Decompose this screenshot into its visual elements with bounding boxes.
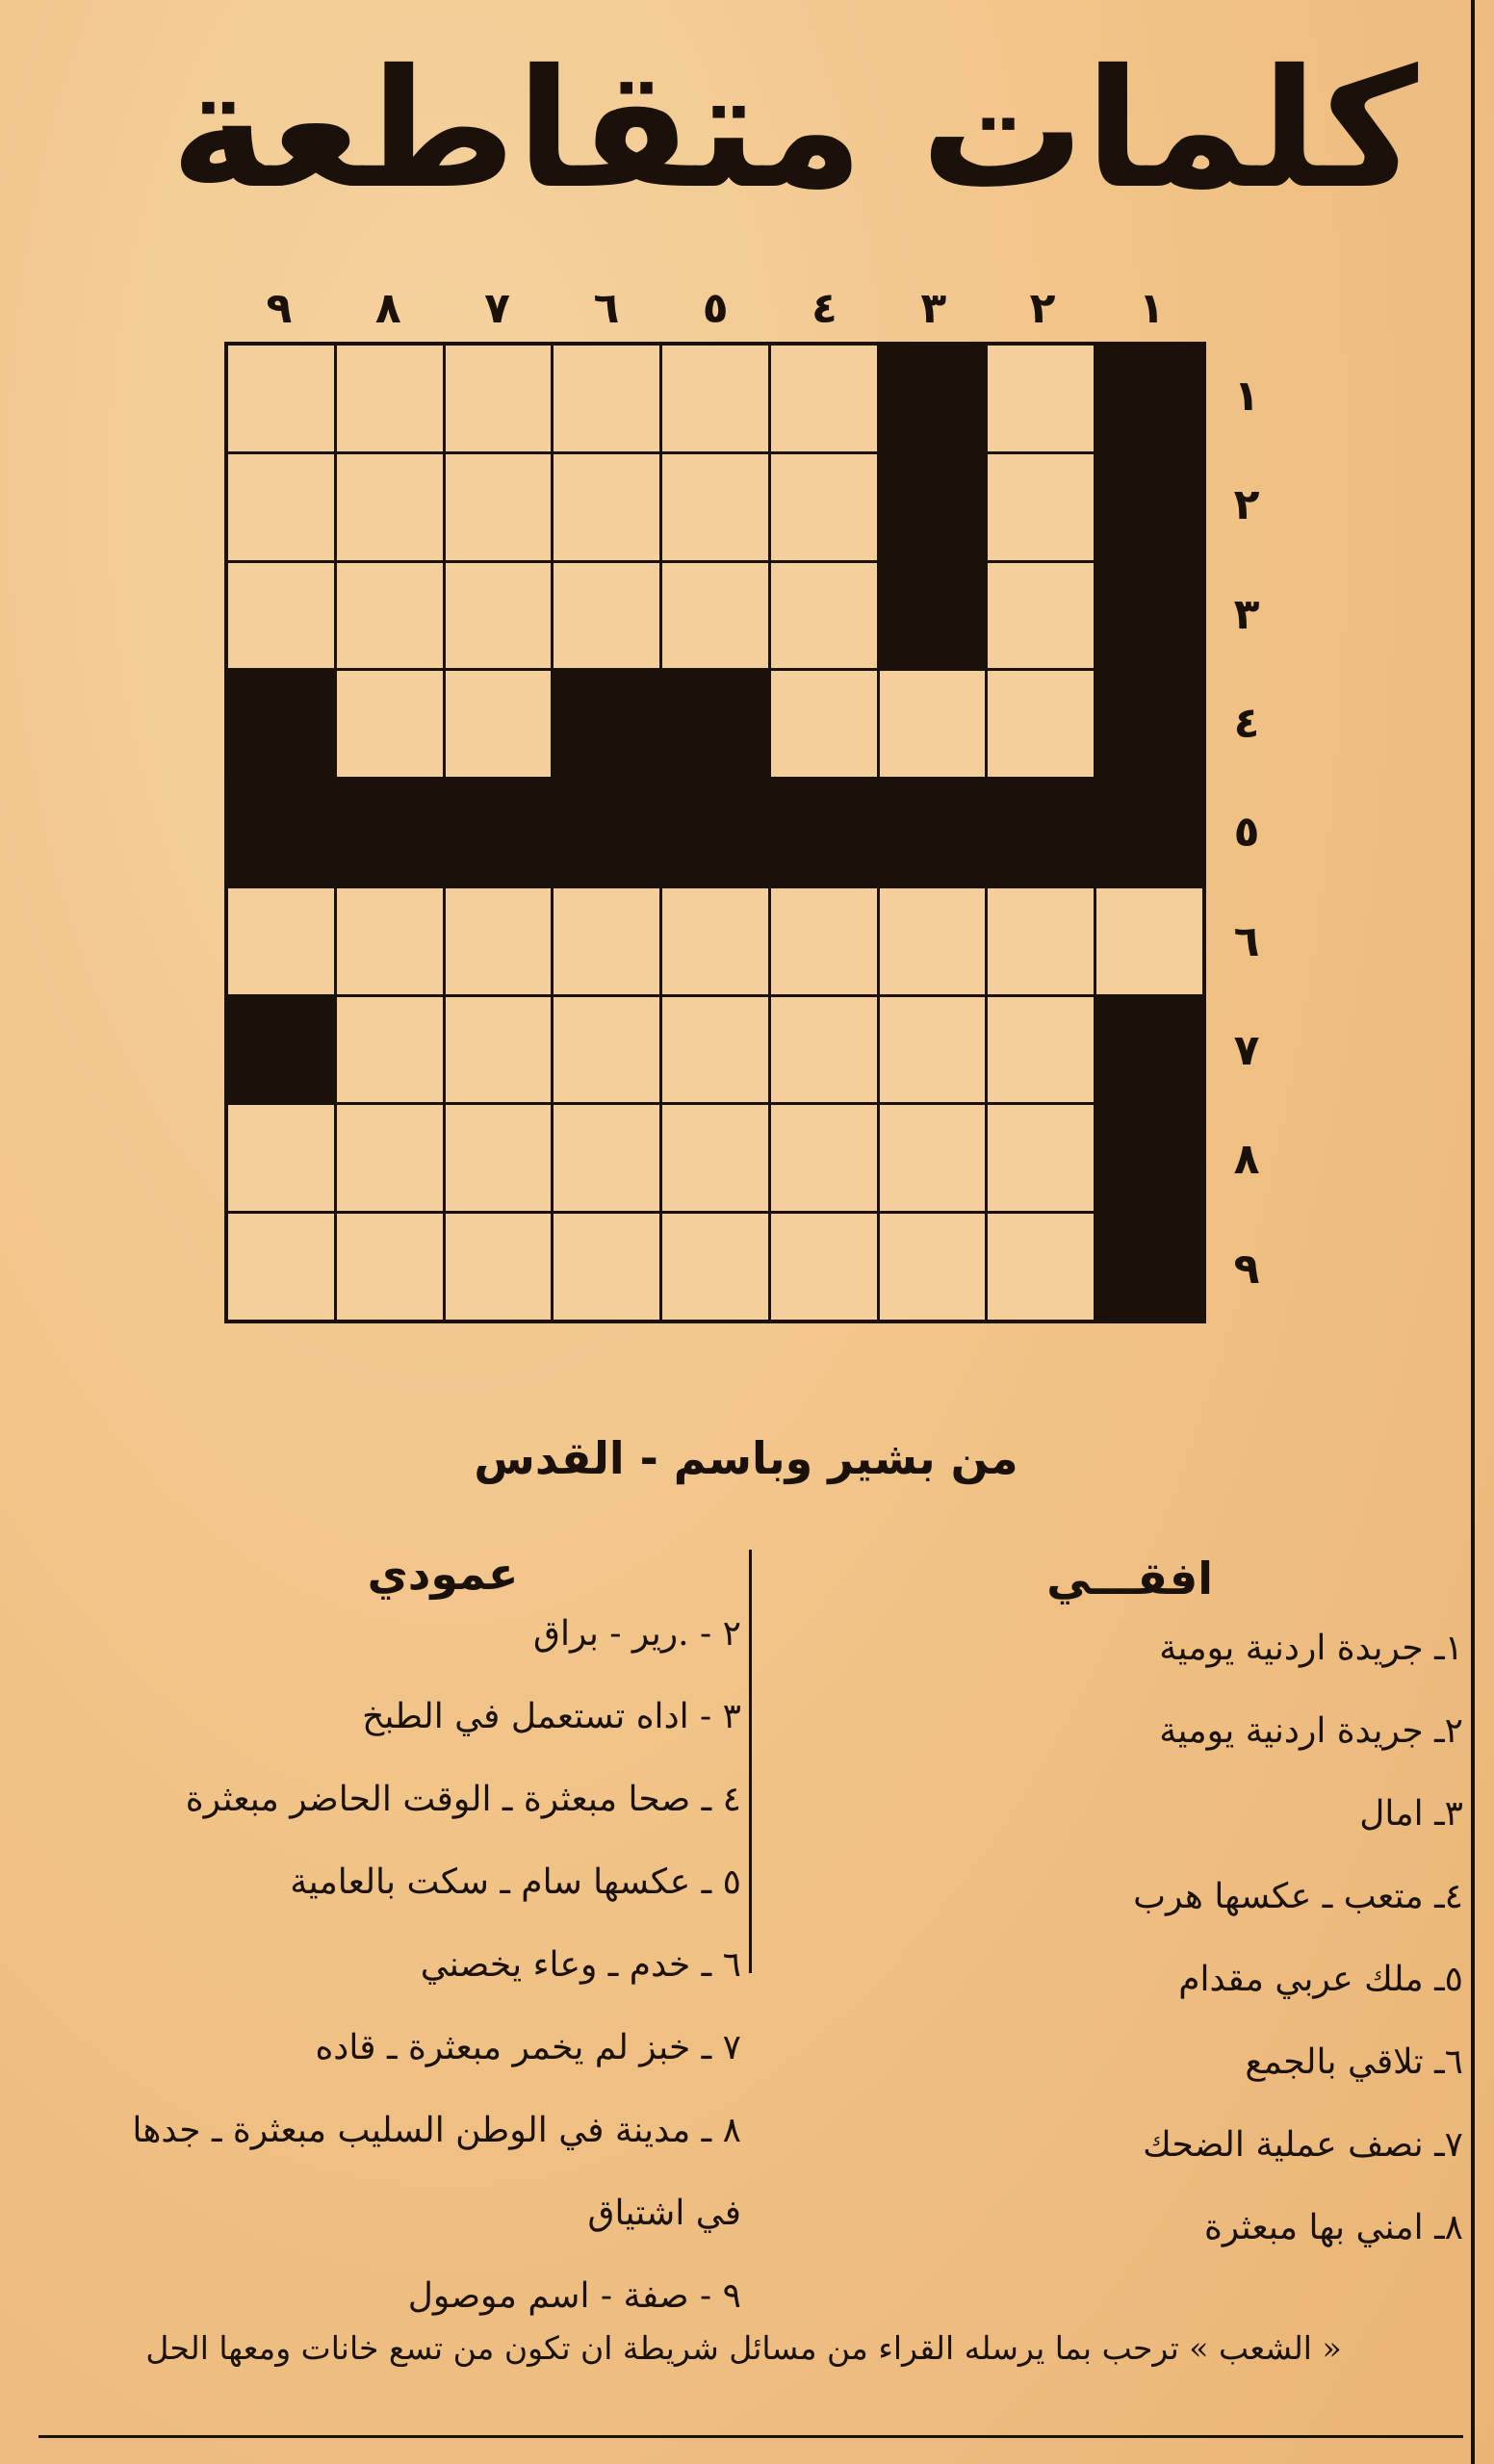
grid-cell-black: [337, 780, 443, 886]
column-number: ٥: [702, 284, 729, 333]
grid-cell-black: [880, 346, 986, 451]
grid-cell-white[interactable]: [988, 671, 1094, 777]
grid-cell-white[interactable]: [446, 997, 552, 1103]
grid-cell-black: [880, 454, 986, 560]
row-number: ٥: [1233, 808, 1260, 858]
grid-cell-black: [662, 671, 768, 777]
grid-cell-black: [662, 780, 768, 886]
row-number: ٩: [1233, 1244, 1260, 1294]
vertical-clue: ٧ ـ خبز لم يخمر مبعثرة ـ قاده: [315, 2028, 741, 2067]
grid-cell-black: [1096, 1105, 1202, 1211]
column-number: ٣: [920, 284, 947, 333]
grid-cell-black: [1096, 671, 1202, 777]
column-number: ٢: [1029, 284, 1056, 333]
footer-note: « الشعب » ترحب بما يرسله القراء من مسائل شريطة ان تكون من تسع خانات ومعها الحل: [145, 2329, 1342, 2367]
grid-cell-white[interactable]: [880, 1214, 986, 1320]
grid-cell-white[interactable]: [228, 888, 334, 994]
horizontal-clue: ٥ـ ملك عربي مقدام: [1178, 1960, 1463, 1999]
vertical-clue: ٦ ـ خدم ـ وعاء يخصني: [420, 1945, 741, 1985]
grid-cell-white[interactable]: [771, 671, 877, 777]
grid-cell-white[interactable]: [988, 1214, 1094, 1320]
horizontal-clue: ٨ـ امني بها مبعثرة: [1203, 2208, 1463, 2247]
grid-cell-black: [554, 780, 659, 886]
column-divider: [749, 1550, 752, 1973]
horizontal-clue: ٦ـ تلاقي بالجمع: [1245, 2042, 1463, 2082]
column-number: ٩: [266, 284, 293, 333]
row-number: ٧: [1233, 1025, 1260, 1075]
grid-cell-white[interactable]: [337, 671, 443, 777]
column-number: ٤: [811, 284, 837, 333]
grid-cell-white[interactable]: [771, 346, 877, 451]
grid-cell-white[interactable]: [337, 1214, 443, 1320]
crossword-grid: [224, 342, 1206, 1323]
grid-cell-white[interactable]: [771, 1105, 877, 1211]
grid-cell-white[interactable]: [880, 671, 986, 777]
grid-cell-black: [1096, 563, 1202, 669]
grid-cell-white[interactable]: [662, 346, 768, 451]
grid-cell-black: [228, 671, 334, 777]
grid-cell-white[interactable]: [228, 1214, 334, 1320]
horizontal-clue: ٧ـ نصف عملية الضحك: [1143, 2125, 1463, 2165]
grid-cell-white[interactable]: [771, 563, 877, 669]
grid-cell-white[interactable]: [337, 1105, 443, 1211]
row-number: ٦: [1233, 916, 1260, 966]
grid-cell-black: [1096, 1214, 1202, 1320]
vertical-clue: ٩ - صفة - اسم موصول: [407, 2276, 741, 2316]
grid-cell-white[interactable]: [880, 1105, 986, 1211]
grid-cell-black: [228, 997, 334, 1103]
grid-cell-black: [1096, 997, 1202, 1103]
grid-cell-white[interactable]: [554, 997, 659, 1103]
grid-cell-white[interactable]: [662, 454, 768, 560]
grid-cell-white[interactable]: [337, 997, 443, 1103]
grid-cell-white[interactable]: [771, 888, 877, 994]
grid-cell-white[interactable]: [554, 346, 659, 451]
column-number: ٨: [374, 284, 401, 333]
grid-cell-white[interactable]: [662, 1105, 768, 1211]
grid-cell-white[interactable]: [988, 454, 1094, 560]
vertical-clue: في اشتياق: [587, 2194, 741, 2233]
grid-cell-white[interactable]: [662, 1214, 768, 1320]
horizontal-clues-list: [789, 1607, 1463, 2270]
grid-cell-white[interactable]: [446, 671, 552, 777]
grid-cell-white[interactable]: [662, 563, 768, 669]
grid-cell-white[interactable]: [337, 454, 443, 560]
row-number: ١: [1233, 372, 1260, 422]
column-number: ٦: [593, 284, 620, 333]
horizontal-heading: افقـــي: [1046, 1553, 1213, 1604]
grid-cell-white[interactable]: [554, 1105, 659, 1211]
grid-cell-black: [1096, 780, 1202, 886]
grid-cell-white[interactable]: [228, 1105, 334, 1211]
grid-cell-white[interactable]: [880, 997, 986, 1103]
grid-cell-white[interactable]: [228, 454, 334, 560]
grid-cell-white[interactable]: [446, 1105, 552, 1211]
grid-cell-white[interactable]: [771, 454, 877, 560]
vertical-clue: ٤ ـ صحا مبعثرة ـ الوقت الحاضر مبعثرة: [185, 1780, 741, 1819]
column-numbers: [224, 284, 1206, 342]
page-border-bottom: [39, 2435, 1463, 2438]
grid-cell-white[interactable]: [1096, 888, 1202, 994]
grid-cell-white[interactable]: [446, 563, 552, 669]
grid-cell-black: [880, 780, 986, 886]
puzzle-credit: من بشير وباسم - القدس: [474, 1432, 1018, 1484]
grid-cell-white[interactable]: [771, 997, 877, 1103]
grid-cell-white[interactable]: [771, 1214, 877, 1320]
vertical-heading: عمودي: [367, 1548, 519, 1600]
grid-cell-black: [988, 780, 1094, 886]
grid-cell-white[interactable]: [554, 454, 659, 560]
grid-cell-black: [554, 671, 659, 777]
grid-cell-white[interactable]: [554, 888, 659, 994]
row-numbers: [1213, 342, 1280, 1323]
grid-cell-white[interactable]: [337, 888, 443, 994]
column-number: ١: [1138, 284, 1165, 333]
grid-cell-white[interactable]: [662, 997, 768, 1103]
vertical-clue: ٢ - .رير - براق: [533, 1614, 741, 1654]
grid-cell-white[interactable]: [446, 454, 552, 560]
vertical-clues-list: [19, 1593, 741, 2338]
vertical-clue: ٣ - اداه تستعمل في الطبخ: [362, 1697, 741, 1736]
grid-cell-white[interactable]: [662, 888, 768, 994]
grid-cell-white[interactable]: [554, 563, 659, 669]
grid-cell-white[interactable]: [988, 1105, 1094, 1211]
grid-cell-white[interactable]: [228, 563, 334, 669]
vertical-clue: ٨ ـ مدينة في الوطن السليب مبعثرة ـ جدها: [132, 2111, 741, 2150]
grid-cell-black: [446, 780, 552, 886]
grid-cell-white[interactable]: [988, 888, 1094, 994]
grid-cell-white[interactable]: [446, 888, 552, 994]
grid-cell-white[interactable]: [337, 563, 443, 669]
row-number: ٤: [1233, 699, 1260, 749]
row-number: ٨: [1233, 1135, 1260, 1185]
column-number: ٧: [484, 284, 510, 333]
grid-cell-white[interactable]: [988, 346, 1094, 451]
horizontal-clue: ٢ـ جريدة اردنية يومية: [1159, 1711, 1463, 1751]
page-title: كلمات متقاطعة: [169, 35, 1419, 225]
grid-cell-black: [228, 780, 334, 886]
grid-cell-black: [771, 780, 877, 886]
grid-cell-black: [880, 563, 986, 669]
grid-cell-white[interactable]: [446, 346, 552, 451]
grid-cell-white[interactable]: [337, 346, 443, 451]
grid-cell-white[interactable]: [988, 563, 1094, 669]
row-number: ٢: [1233, 480, 1260, 530]
grid-cell-white[interactable]: [446, 1214, 552, 1320]
vertical-clue: ٥ ـ عكسها سام ـ سكت بالعامية: [290, 1862, 741, 1902]
row-number: ٣: [1233, 589, 1260, 639]
horizontal-clue: ١ـ جريدة اردنية يومية: [1159, 1629, 1463, 1668]
horizontal-clue: ٤ـ متعب ـ عكسها هرب: [1133, 1877, 1463, 1916]
grid-cell-white[interactable]: [988, 997, 1094, 1103]
grid-cell-white[interactable]: [228, 346, 334, 451]
grid-cell-white[interactable]: [554, 1214, 659, 1320]
grid-cell-black: [1096, 346, 1202, 451]
grid-cell-white[interactable]: [880, 888, 986, 994]
grid-cell-black: [1096, 454, 1202, 560]
horizontal-clue: ٣ـ امال: [1359, 1794, 1463, 1834]
page-border-right: [1471, 0, 1475, 2464]
